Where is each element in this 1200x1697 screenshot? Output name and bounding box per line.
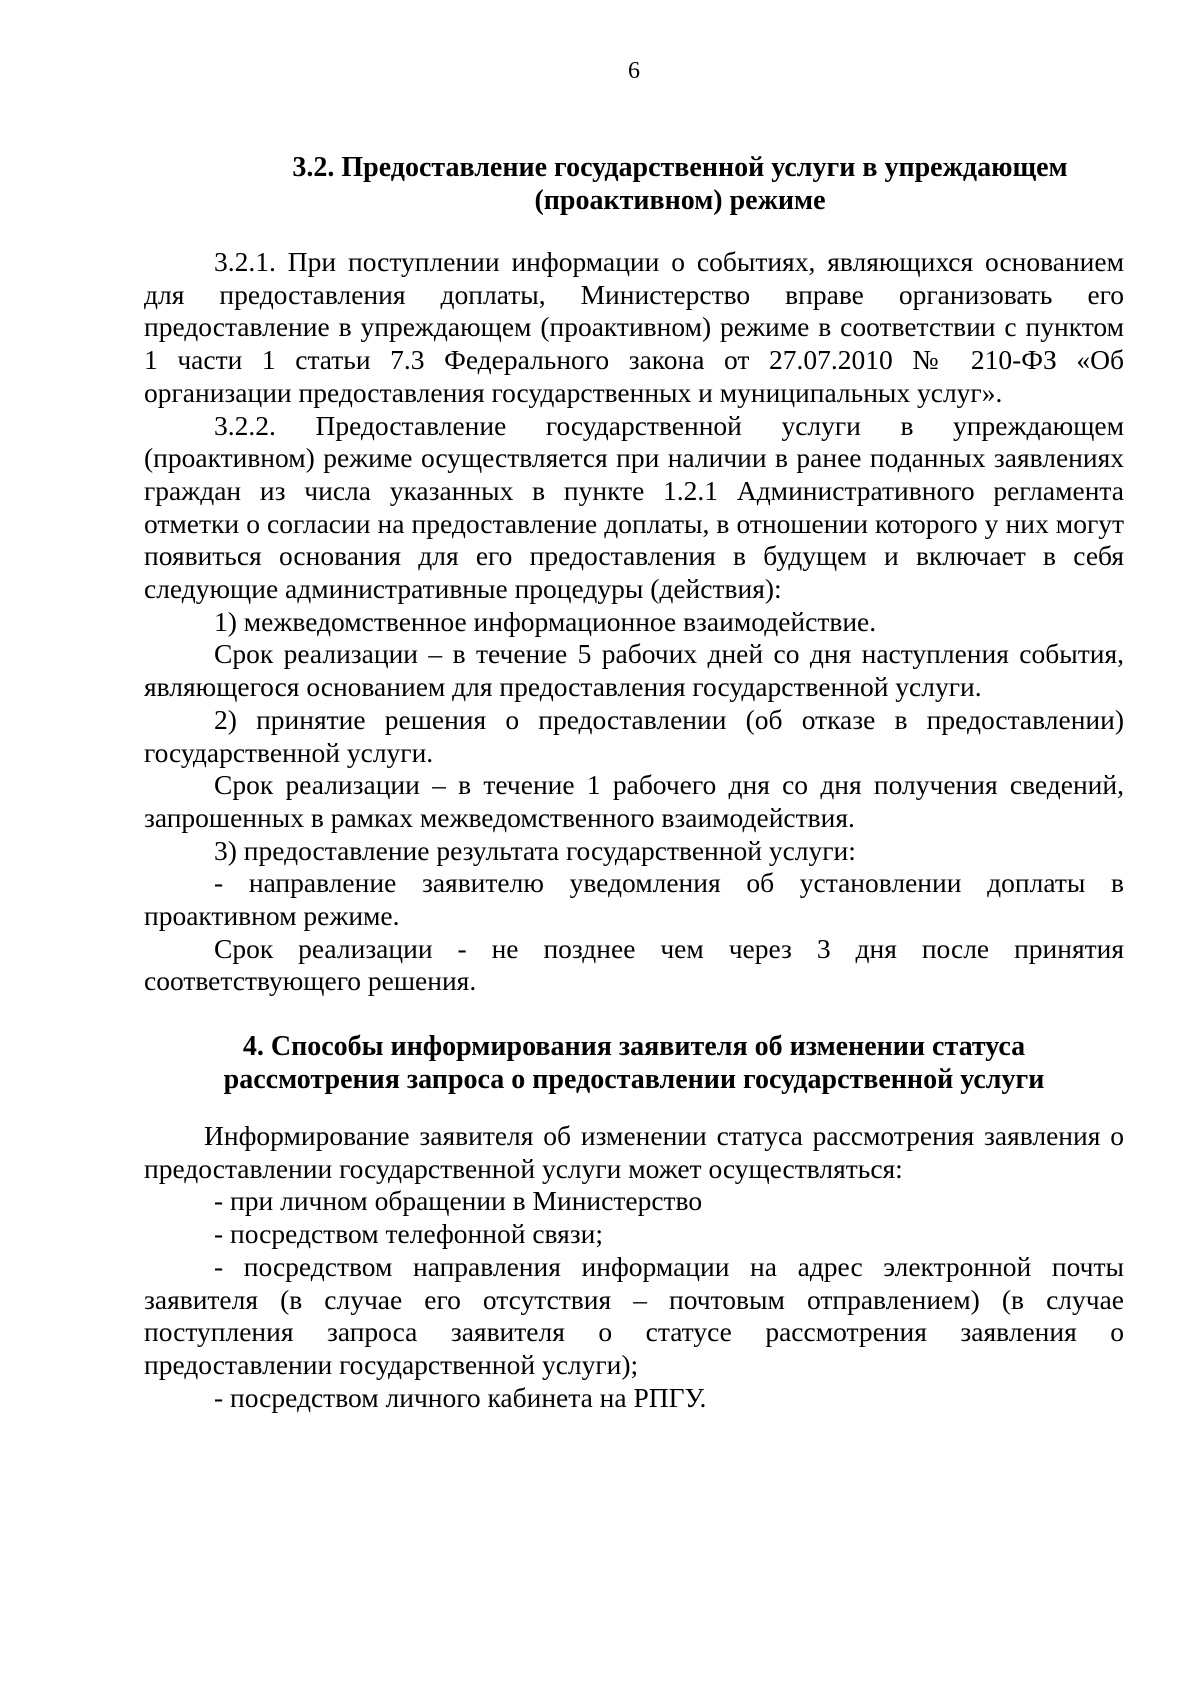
section-3-2-heading bbox=[180, 151, 1180, 217]
list-item-phone: - посредством телефонной связи; bbox=[214, 1218, 604, 1250]
procedure-1-term: Срок реализации – в течение 5 рабочих дней со дня наступления события, являющегося основанием для предоставления государственной услуги. bbox=[144, 638, 1124, 703]
paragraph-3-2-1: 3.2.1. При поступлении информации о событиях, являющихся основанием для предоставления доплаты, Министерство вправе организовать его предоставление в упреждающем (проактивном) режиме в соответствии с пунктом 1 части 1 статьи 7.3 Федерального закона от 27.07.2010 № 210-ФЗ «Об организации предоставления государственных и муниципальных услуг». bbox=[144, 246, 1124, 408]
section-4-heading bbox=[150, 1030, 1118, 1096]
procedure-3-term: Срок реализации - не позднее чем через 3 дня после принятия соответствующего решения. bbox=[144, 932, 1124, 997]
section-4-body bbox=[144, 1120, 1124, 1414]
page-number: 6 bbox=[628, 58, 640, 84]
paragraph-3-2-2: 3.2.2. Предоставление государственной услуги в упреждающем (проактивном) режиме осуществляется при наличии в ранее поданных заявлениях граждан из числа указанных в пункте 1.2.1 Административного регламента отметки о согласии на предоставление доплаты, в отношении которого у них могут появиться основания для его предоставления в будущем и включает в себя следующие административные процедуры (действия): bbox=[144, 409, 1124, 605]
procedure-2: 2) принятие решения о предоставлении (об отказе в предоставлении) государственной услуги. bbox=[144, 703, 1124, 768]
heading-line: рассмотрения запроса о предоставлении государственной услуги bbox=[223, 1064, 1045, 1095]
heading-line: 4. Способы информирования заявителя об изменении статуса bbox=[242, 1031, 1026, 1062]
paragraph-informing-intro: Информирование заявителя об изменении статуса рассмотрения заявления о предоставлении государственной услуги может осуществляться: bbox=[144, 1120, 1124, 1184]
procedure-3-item: - направление заявителю уведомления об установлении доплаты в проактивном режиме. bbox=[144, 867, 1124, 932]
list-item-personal-account: - посредством личного кабинета на РПГУ. bbox=[214, 1381, 707, 1413]
section-3-2-body bbox=[144, 246, 1124, 998]
procedure-3: 3) предоставление результата государственной услуги: bbox=[214, 834, 856, 866]
heading-line: 3.2. Предоставление государственной услуги в упреждающем bbox=[292, 152, 1068, 183]
list-item-personal-visit: - при личном обращении в Министерство bbox=[214, 1185, 703, 1217]
list-item-email: - посредством направления информации на адрес электронной почты заявителя (в случае его отсутствия – почтовым отправлением) (в случае поступления запроса заявителя о статусе рассмотрения заявления о предоставлении государственной услуги); bbox=[144, 1250, 1124, 1380]
heading-line: (проактивном) режиме bbox=[534, 185, 826, 216]
procedure-2-term: Срок реализации – в течение 1 рабочего дня со дня получения сведений, запрошенных в рамках межведомственного взаимодействия. bbox=[144, 769, 1124, 833]
procedure-1: 1) межведомственное информационное взаимодействие. bbox=[214, 605, 877, 637]
